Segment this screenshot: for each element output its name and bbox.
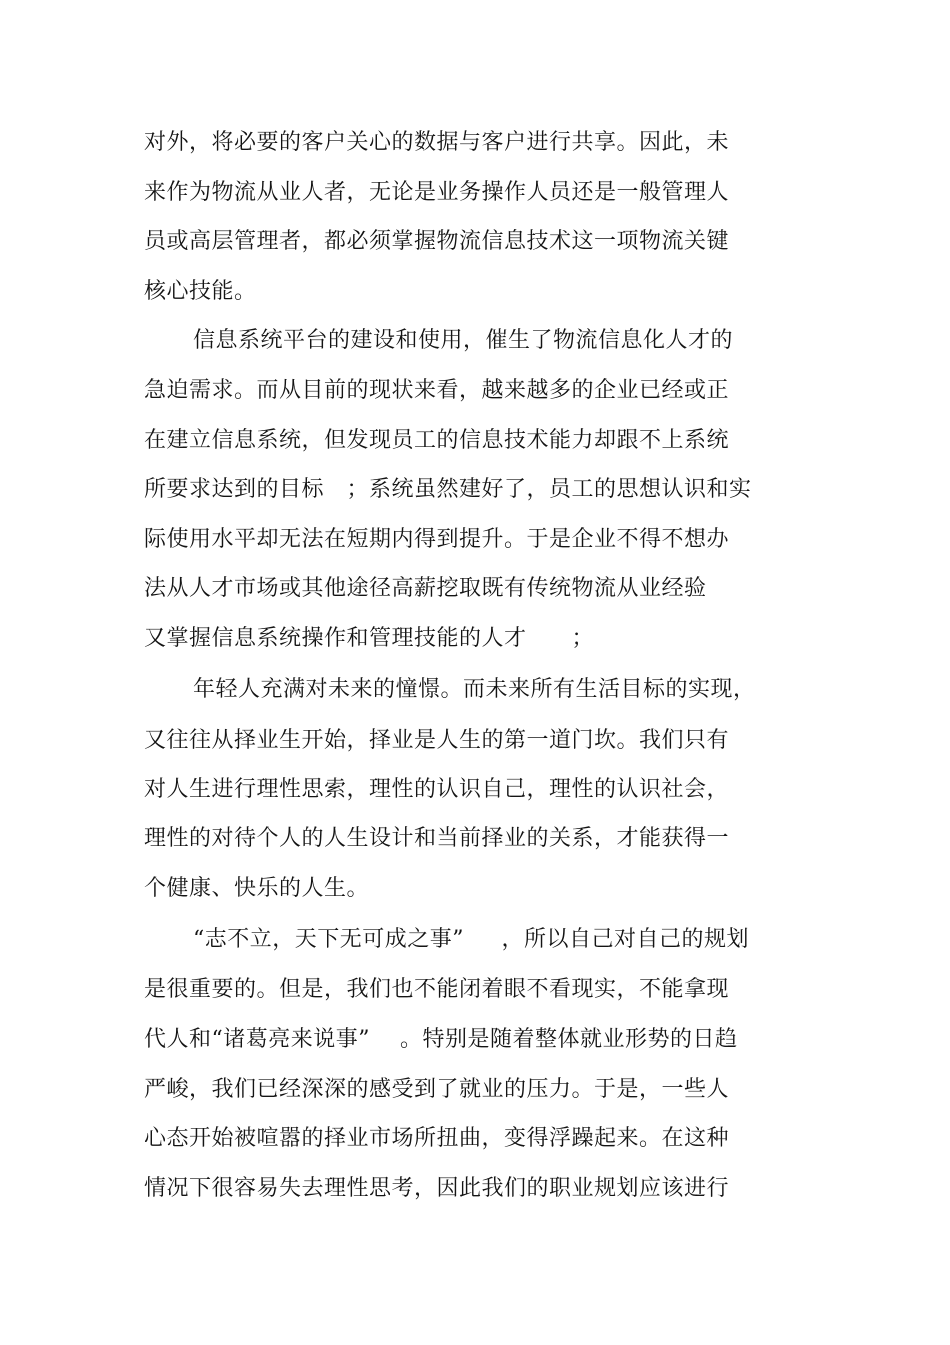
text-line: 对外，将必要的客户关心的数据与客户进行共享。因此，未 [144,130,730,155]
text-line: 又往往从择业生开始，择业是人生的第一道门坎。我们只有 [144,728,730,753]
text-line: 员或高层管理者，都必须掌握物流信息技术这一项物流关键 [144,229,730,254]
text-line: 又掌握信息系统操作和管理技能的人才 ； [144,626,594,651]
text-line: 情况下很容易失去理性思考，因此我们的职业规划应该进行 [144,1176,730,1201]
text-line: 急迫需求。而从目前的现状来看，越来越多的企业已经或正 [144,378,730,403]
paragraph-first-line: 信息系统平台的建设和使用，催生了物流信息化人才的 [193,328,734,353]
text-line: 代人和“诸葛亮来说事” 。特别是随着整体就业形势的日趋 [144,1027,738,1052]
text-line: 心态开始被喧嚣的择业市场所扭曲，变得浮躁起来。在这种 [144,1126,730,1151]
text-line: 个健康、快乐的人生。 [144,876,370,901]
text-line: 所要求达到的目标 ；系统虽然建好了，员工的思想认识和实 [144,477,752,502]
text-line: 来作为物流从业人者，无论是业务操作人员还是一般管理人 [144,180,730,205]
text-line: 理性的对待个人的人生设计和当前择业的关系，才能获得一 [144,826,730,851]
text-line: 严峻，我们已经深深的感受到了就业的压力。于是，一些人 [144,1077,730,1102]
text-line: 法从人才市场或其他途径高薪挖取既有传统物流从业经验 [144,576,707,601]
paragraph-first-line: “志不立，天下无可成之事” ，所以自己对自己的规划 [193,927,749,952]
text-line: 核心技能。 [144,279,257,304]
text-line: 际使用水平却无法在短期内得到提升。于是企业不得不想办 [144,527,730,552]
text-line: 对人生进行理性思索，理性的认识自己，理性的认识社会， [144,777,730,802]
text-line: 是很重要的。但是，我们也不能闭着眼不看现实，不能拿现 [144,977,730,1002]
text-line: 在建立信息系统，但发现员工的信息技术能力却跟不上系统 [144,428,730,453]
paragraph-first-line: 年轻人充满对未来的憧憬。而未来所有生活目标的实现， [193,677,756,702]
